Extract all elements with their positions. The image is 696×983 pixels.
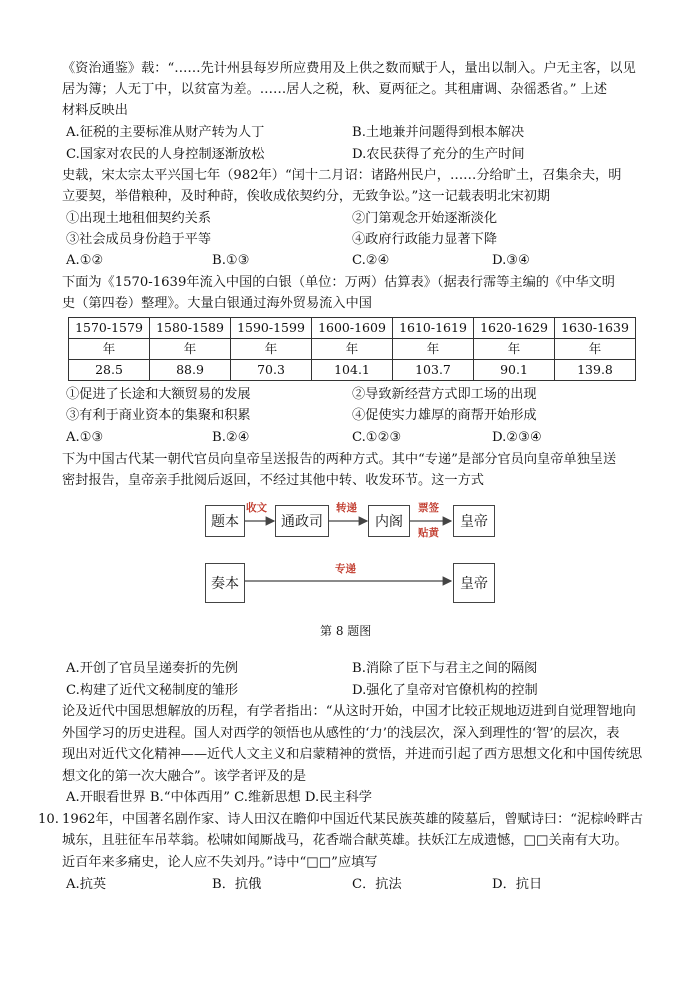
q8-option-d: D.强化了皇帝对官僚机构的控制 xyxy=(352,683,538,698)
q10-stem-line-3: 近百年来多痛史，论人应不失刘丹。”诗中“□□”应填写 xyxy=(62,855,378,870)
table-header-suffix: 年 xyxy=(231,339,312,360)
q5-option-c: C.国家对农民的人身控制逐渐放松 xyxy=(66,147,265,162)
table-value-cell: 28.5 xyxy=(69,360,150,381)
q10-option-b: B．抗俄 xyxy=(212,877,262,892)
q5-option-b: B.土地兼并问题得到根本解决 xyxy=(352,125,525,140)
table-header-cell: 1570-1579 xyxy=(69,318,150,339)
q6-item-2: ②门第观念开始逐渐淡化 xyxy=(352,211,498,226)
table-header-cell: 1620-1629 xyxy=(474,318,555,339)
figure-caption: 第 8 题图 xyxy=(320,624,372,638)
table-header-cell: 1610-1619 xyxy=(393,318,474,339)
node-tongzhengsi: 通政司 xyxy=(275,505,329,537)
q9-stem-line-1: 论及近代中国思想解放的历程，有学者指出：“从这时开始，中国才比较正规地迈进到自觉理智地向 xyxy=(62,704,636,719)
table-header-suffix: 年 xyxy=(312,339,393,360)
q7-stem-line-1: 下面为《1570-1639年流入中国的白银（单位：万两）估算表》（据表行霈等主编的《中华文明 xyxy=(62,275,615,290)
table-header-suffix: 年 xyxy=(474,339,555,360)
q10-option-c: C．抗法 xyxy=(352,877,402,892)
q6-stem-line-1: 史载，宋太宗太平兴国七年（982年）“闰十二月诏：诸路州民户，……分给旷土，召集余夫，明 xyxy=(62,168,622,183)
q5-option-d: D.农民获得了充分的生产时间 xyxy=(352,147,525,162)
label-shouwen: 收文 xyxy=(246,502,267,514)
q7-item-2: ②导致新经营方式即工场的出现 xyxy=(352,387,537,402)
q10-stem-line-1: 1962年，中国著名剧作家、诗人田汉在瞻仰中国近代某民族英雄的陵墓后，曾赋诗曰：“泥棕岭畔古 xyxy=(62,812,643,827)
node-huangdi-1: 皇帝 xyxy=(453,505,495,537)
q9-stem-line-4: 想文化的第一次大融合”。该学者评及的是 xyxy=(62,769,307,784)
table-header-suffix: 年 xyxy=(393,339,474,360)
q7-option-d: D.②③④ xyxy=(492,430,542,445)
node-neige: 内阁 xyxy=(368,505,410,537)
q6-stem-line-2: 立要契，举借粮种，及时种莳，俟收成依契约分，无致争讼。”这一记载表明北宋初期 xyxy=(62,189,551,204)
q7-option-a: A.①③ xyxy=(66,430,104,445)
q7-item-4: ④促使实力雄厚的商帮开始形成 xyxy=(352,408,537,423)
table-header-suffix: 年 xyxy=(69,339,150,360)
table-header-cell: 1630-1639 xyxy=(555,318,636,339)
table-value-cell: 139.8 xyxy=(555,360,636,381)
table-header-cell: 1600-1609 xyxy=(312,318,393,339)
table-header-row-suffix xyxy=(69,339,636,360)
table-header-suffix: 年 xyxy=(150,339,231,360)
q7-option-b: B.②④ xyxy=(212,430,250,445)
label-zhuandi: 转递 xyxy=(336,502,357,514)
q6-item-4: ④政府行政能力显著下降 xyxy=(352,232,498,247)
q5-stem-line-2: 居为簿；人无丁中，以贫富为差。……居人之税，秋、夏两征之。其租庸调、杂徭悉省。” 上述 xyxy=(62,82,608,97)
q9-options: A.开眼看世界 B.“中体西用” C.维新思想 D.民主科学 xyxy=(66,790,372,805)
table-header-suffix: 年 xyxy=(555,339,636,360)
node-tiben: 题本 xyxy=(205,505,245,537)
table-row-values xyxy=(69,360,636,381)
q5-option-a: A.征税的主要标准从财产转为人丁 xyxy=(66,125,265,140)
table-value-cell: 70.3 xyxy=(231,360,312,381)
q6-option-c: C.②④ xyxy=(352,253,390,268)
q10-number: 10. xyxy=(38,812,59,827)
q9-stem-line-2: 外国学习的历史进程。国人对西学的领悟也从感性的‘力’的浅层次，深入到理性的‘智’的层次，表 xyxy=(62,726,620,741)
q6-item-3: ③社会成员身份趋于平等 xyxy=(66,232,212,247)
q6-option-b: B.①③ xyxy=(212,253,250,268)
q8-stem-line-2: 密封报告，皇帝亲手批阅后返回，不经过其他中转、收发环节。这一方式 xyxy=(62,473,484,488)
q5-stem-line-1: 《资治通鉴》载：“……先计州县每岁所应费用及上供之数而赋于人，量出以制入。户无主客，以见 xyxy=(62,61,636,76)
q10-stem-line-2: 城东，且驻征车吊萃翁。松啸如闻厮战马，花香端合献英雄。扶妖江左成遗憾，□□关南有大功。 xyxy=(62,833,628,848)
table-value-cell: 103.7 xyxy=(393,360,474,381)
q8-option-c: C.构建了近代文秘制度的雏形 xyxy=(66,683,239,698)
table-value-cell: 90.1 xyxy=(474,360,555,381)
q8-option-b: B.消除了臣下与君主之间的隔阂 xyxy=(352,661,538,676)
q5-stem-line-3: 材料反映出 xyxy=(62,103,128,118)
q10-option-a: A.抗英 xyxy=(66,877,107,892)
label-piaoqian: 票签 xyxy=(418,502,439,514)
q7-stem-line-2: 史（第四卷）整理》。大量白银通过海外贸易流入中国 xyxy=(62,296,372,311)
node-huangdi-2: 皇帝 xyxy=(453,563,495,603)
table-header-cell: 1590-1599 xyxy=(231,318,312,339)
label-zhuandi-direct: 专递 xyxy=(335,563,356,575)
table-value-cell: 88.9 xyxy=(150,360,231,381)
table-header-cell: 1580-1589 xyxy=(150,318,231,339)
table-header-row-years xyxy=(69,318,636,339)
q8-stem-line-1: 下为中国古代某一朝代官员向皇帝呈送报告的两种方式。其中“专递”是部分官员向皇帝单独呈送 xyxy=(62,452,617,467)
silver-inflow-table xyxy=(68,317,636,381)
node-zouben: 奏本 xyxy=(205,563,245,603)
q6-item-1: ①出现土地租佃契约关系 xyxy=(66,211,212,226)
q6-option-d: D.③④ xyxy=(492,253,530,268)
memorial-flow-diagram xyxy=(205,497,495,607)
q10-option-d: D．抗日 xyxy=(492,877,543,892)
q7-option-c: C.①②③ xyxy=(352,430,402,445)
q8-option-a: A.开创了官员呈递奏折的先例 xyxy=(66,661,238,676)
q9-stem-line-3: 现出对近代文化精神——近代人文主义和启蒙精神的赏悟，并进而引起了西方思想文化和中国传统思 xyxy=(62,747,643,762)
label-tiehuang: 贴黄 xyxy=(418,527,439,539)
q7-item-1: ①促进了长途和大额贸易的发展 xyxy=(66,387,251,402)
q7-item-3: ③有利于商业资本的集聚和积累 xyxy=(66,408,251,423)
q6-option-a: A.①② xyxy=(66,253,104,268)
table-value-cell: 104.1 xyxy=(312,360,393,381)
